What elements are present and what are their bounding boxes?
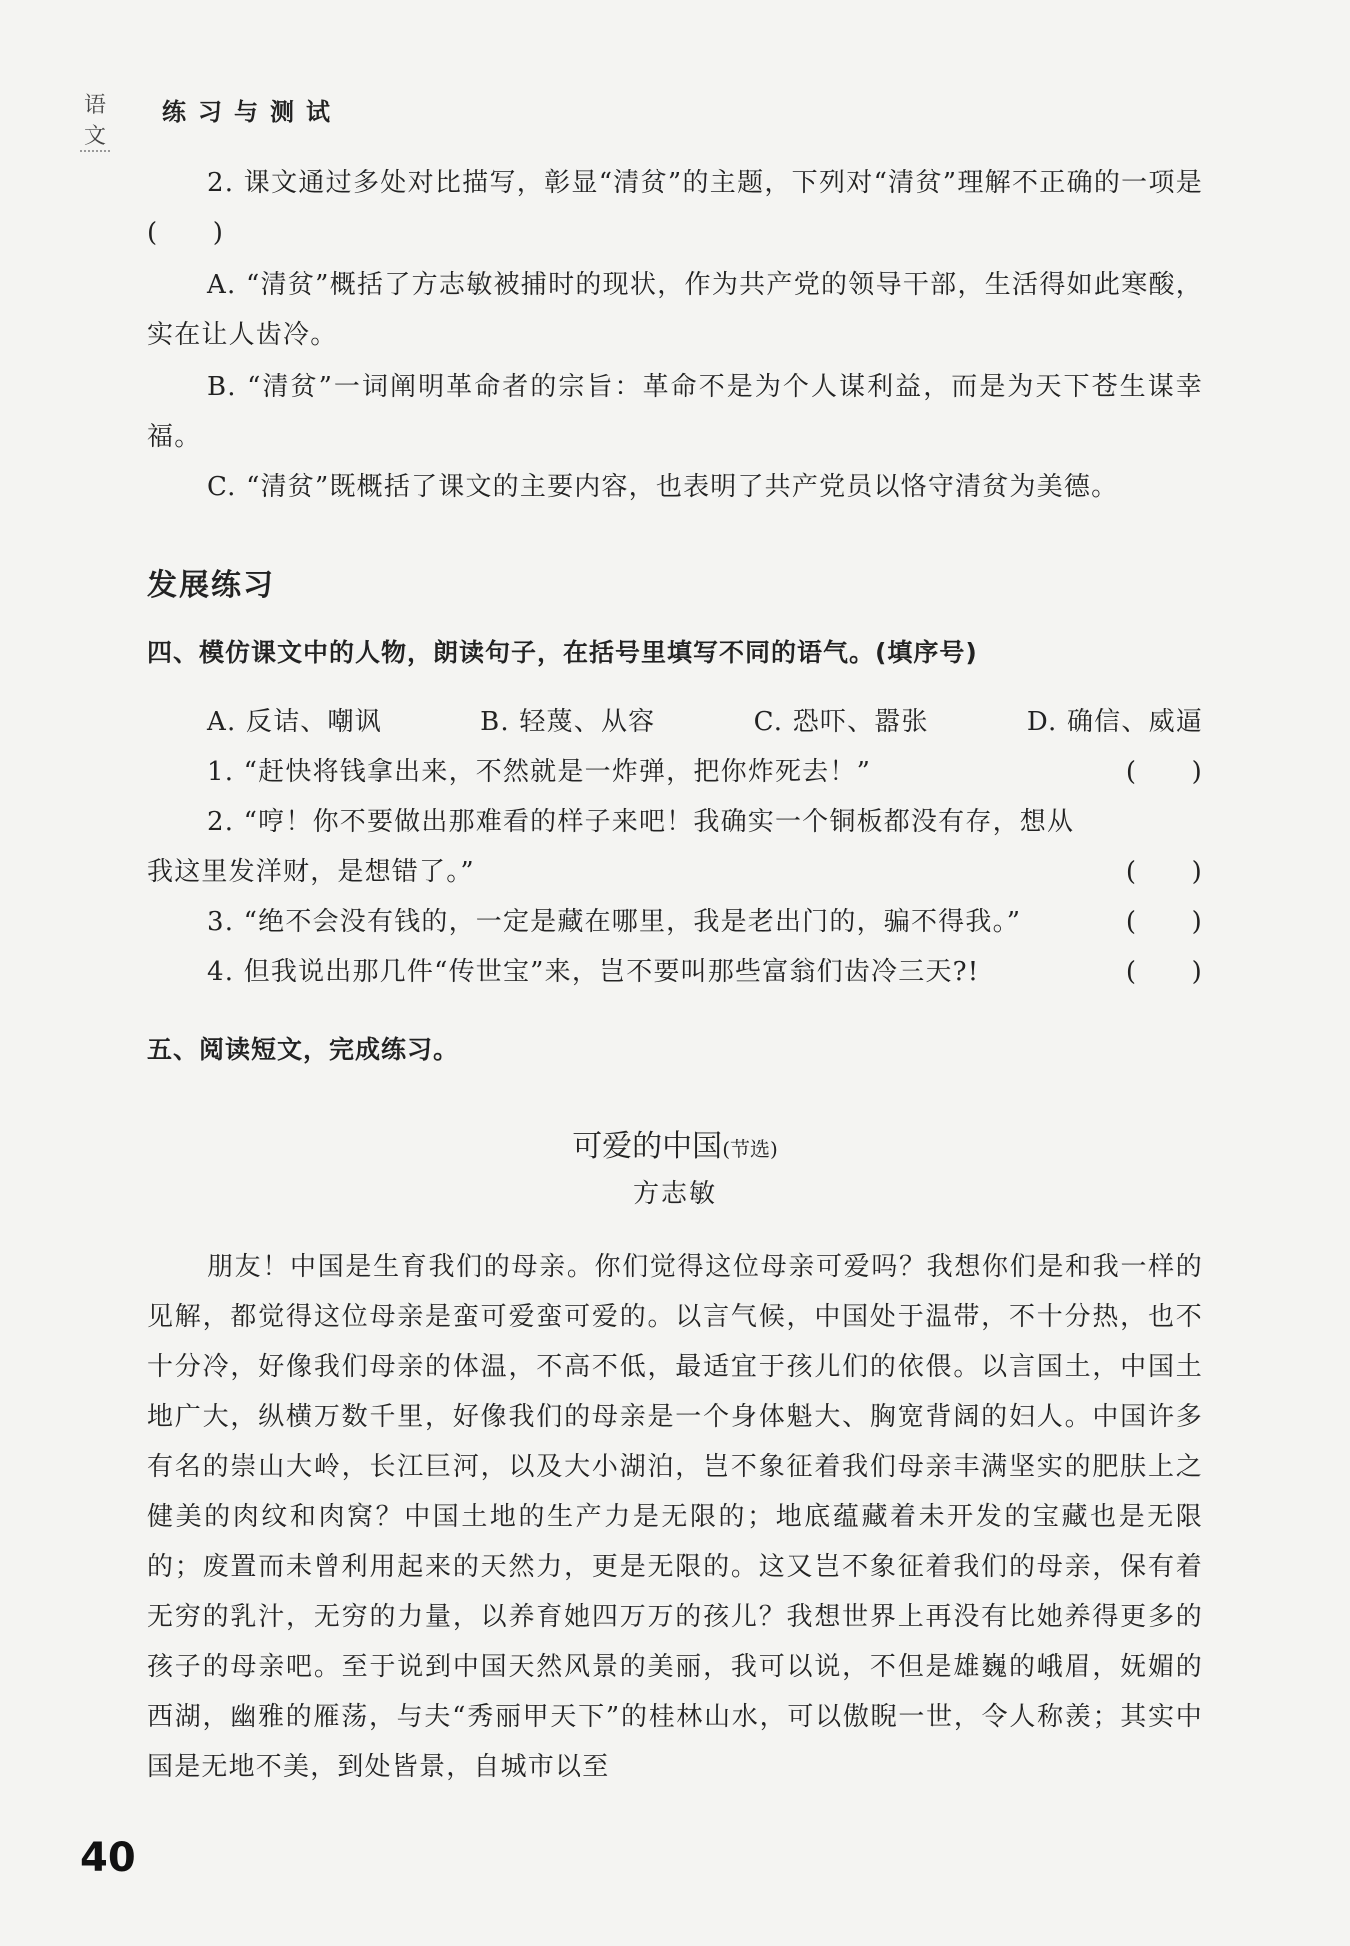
tone-option-b: B. 轻蔑、从容 (480, 707, 656, 737)
question-2-stem: 2. 课文通过多处对比描写，彰显“清贫”的主题，下列对“清贫”理解不正确的一项是( ) (147, 168, 1203, 248)
question-2-option-c: C. “清贫”既概括了课文的主要内容，也表明了共产党员以恪守清贫为美德。 (207, 472, 1119, 502)
answer-blank[interactable]: ( ) (1125, 857, 1203, 887)
section-header (147, 560, 1203, 604)
article-subtitle: (节选) (722, 1137, 778, 1161)
tone-option-c: C. 恐吓、嚣张 (753, 707, 929, 737)
reading-passage (147, 1122, 1203, 1792)
article-paragraph: 朋友！中国是生育我们的母亲。你们觉得这位母亲可爱吗？我想你们是和我一样的见解，都觉得这位母亲是蛮可爱蛮可爱的。以言气候，中国处于温带，不十分热，也不十分冷，好像我们母亲的体温，不高不低，最适宜于孩儿们的依偎。以言国土，中国土地广大，纵横万数千里，好像我们的母亲是一个身体魁大、胸宽背阔的妇人。中国许多有名的崇山大岭，长江巨河，以及大小湖泊，岂不象征着我们母亲丰满坚实的肥肤上之健美的肉纹和肉窝？中国土地的生产力是无限的；地底蕴藏着未开发的宝藏也是无限的；废置而未曾利用起来的天然力，更是无限的。这又岂不象征着我们的母亲，保有着无穷的乳汁，无穷的力量，以养育她四万万的孩儿？我想世界上再没有比她养得更多的孩子的母亲吧。至于说到中国天然风景的美丽，我可以说，不但是雄巍的峨眉，妩媚的西湖，幽雅的雁荡，与夫“秀丽甲天下”的桂林山水，可以傲睨一世，令人称羡；其实中国是无地不美，到处皆景，自城市以至 (147, 1252, 1203, 1782)
article-title-text: 可爱的中国 (572, 1129, 723, 1164)
answer-blank[interactable]: ( ) (1125, 907, 1203, 937)
item-text: 3. “绝不会没有钱的，一定是藏在哪里，我是老出门的，骗不得我。” (207, 907, 1022, 937)
tone-options (147, 697, 1203, 747)
question-2-option-b: B. “清贫”一词阐明革命者的宗旨：革命不是为个人谋利益，而是为天下苍生谋幸福。 (147, 372, 1203, 452)
tone-option-a: A. 反诘、嘲讽 (207, 707, 382, 737)
book-title: 练习与测试 (162, 98, 342, 126)
question-4 (147, 633, 1203, 669)
question-4-item-1 (147, 747, 1203, 797)
question-5-title: 五、阅读短文，完成练习。 (147, 1035, 460, 1064)
subject-tag: 语文 (80, 88, 110, 152)
question-4-item-2 (147, 797, 1203, 897)
page-number: 40 (80, 1835, 136, 1881)
tone-option-d: D. 确信、威逼 (1026, 707, 1203, 737)
question-4-body (147, 697, 1203, 997)
answer-blank[interactable]: ( ) (1125, 957, 1203, 987)
question-2 (147, 158, 1203, 512)
question-4-item-3 (147, 897, 1203, 947)
answer-blank[interactable]: ( ) (1125, 757, 1203, 787)
question-4-item-4 (147, 947, 1203, 997)
section-title: 发展练习 (147, 568, 275, 603)
article-title (147, 1122, 1203, 1174)
question-2-option-a: A. “清贫”概括了方志敏被捕时的现状，作为共产党的领导干部，生活得如此寒酸，实在让人齿冷。 (147, 270, 1203, 350)
article-author: 方志敏 (632, 1179, 717, 1209)
question-4-title: 四、模仿课文中的人物，朗读句子，在括号里填写不同的语气。(填序号) (147, 638, 978, 667)
item-text: 4. 但我说出那几件“传世宝”来，岂不要叫那些富翁们齿冷三天?! (207, 957, 980, 987)
question-5 (147, 1030, 1203, 1066)
item-text: 2. “哼！你不要做出那难看的样子来吧！我确实一个铜板都没有存，想从我这里发洋财，是想错了。” (147, 807, 1075, 887)
item-text: 1. “赶快将钱拿出来，不然就是一炸弹，把你炸死去！” (207, 757, 872, 787)
